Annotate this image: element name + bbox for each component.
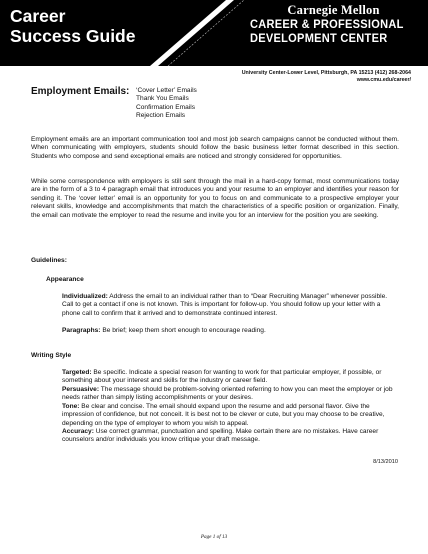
cmu-wordmark: Carnegie Mellon	[287, 3, 380, 17]
item-label: Accuracy:	[62, 428, 94, 435]
center-address	[242, 70, 411, 84]
center-name-line1: CAREER & PROFESSIONAL	[250, 17, 404, 31]
guidelines-heading: Guidelines:	[31, 257, 67, 264]
cpdc-logo	[250, 4, 417, 45]
tone-item	[62, 403, 400, 428]
item-label: Targeted:	[62, 369, 92, 376]
item-label: Paragraphs:	[62, 327, 101, 334]
center-name-line2: DEVELOPMENT CENTER	[250, 31, 388, 45]
guide-title-line1: Career	[10, 6, 66, 26]
item-label: Tone:	[62, 403, 80, 410]
item-text: Be brief; keep them short enough to encourage reading.	[100, 327, 266, 334]
accuracy-item	[62, 428, 400, 445]
item-label: Persuasive:	[62, 386, 100, 393]
item-text: Be specific. Indicate a special reason for wanting to work for that particular employer, if possible, or something about your interest and skills for the industry or career field.	[62, 369, 382, 385]
paragraphs-item	[62, 327, 400, 335]
topic-item: ‘Cover Letter’ Emails	[136, 87, 197, 94]
individualized-item	[62, 293, 400, 318]
intro-paragraph-1: Employment emails are an important communication tool and most job search campaigns cannot be conducted without them. When communicating with employers, students should follow the basic business letter format described in this section. Students who compose and send exceptional emails are noticed and strongly considered for opportunities.	[31, 136, 399, 160]
item-text: Address the email to an individual rather than to “Dear Recruiting Manager” whenever possible. Call to get a contact if one is not known. This is important for follow-up. You should follow up your letter with a phone call to confirm that it arrived and to demonstrate continued interest.	[62, 293, 388, 317]
item-text: Be clear and concise. The email should expand upon the resume and add personal flavor. Give the impression of confidence, but not conceit. It is best not to be clever or cute, but you may choose to be creative, depending on the type of employer to whom you wish to appeal.	[62, 403, 385, 427]
intro-paragraph-2: While some correspondence with employers is still sent through the mail in a hard-copy format, most communications today are in the form of a 3 to 4 paragraph email that introduces you and your resume to an employer and identifies your reason for sending it. The ‘cover letter’ email is an opportunity for you to focus on and communicate to a prospective employer your relevant skills, knowledge and accomplishments that match the characteristics of a specific position or organization. Finally, the email can motivate the employer to read the resume and invite you for an interview for the position you are seeking.	[31, 178, 399, 219]
item-text: The message should be problem-solving oriented referring to how you can meet the employer or job needs rather than simply listing accomplishments or your desires.	[62, 386, 393, 402]
item-text: Use correct grammar, punctuation and spelling. Make certain there are no mistakes. Have career counselors and/or individuals you know critique your draft message.	[62, 428, 379, 444]
header-banner	[0, 0, 428, 66]
targeted-item	[62, 369, 400, 386]
topic-list	[136, 87, 197, 121]
page-number: Page 1 of 13	[200, 534, 228, 540]
topic-item: Confirmation Emails	[136, 103, 195, 111]
persuasive-item	[62, 386, 400, 403]
guide-title-line2: Success Guide	[10, 26, 136, 46]
website-link[interactable]: www.cmu.edu/career/	[356, 77, 411, 83]
page-title: Employment Emails:	[31, 86, 130, 97]
item-label: Individualized:	[62, 293, 108, 300]
topic-item: Rejection Emails	[136, 112, 186, 120]
appearance-heading: Appearance	[46, 276, 84, 283]
document-date: 8/13/2010	[373, 459, 398, 465]
address-line: University Center-Lower Level, Pittsburgh, PA 15213 (412) 268-2064	[241, 70, 411, 76]
writing-style-heading: Writing Style	[31, 352, 72, 359]
topic-item: Thank You Emails	[136, 95, 189, 103]
guide-title	[10, 6, 135, 46]
